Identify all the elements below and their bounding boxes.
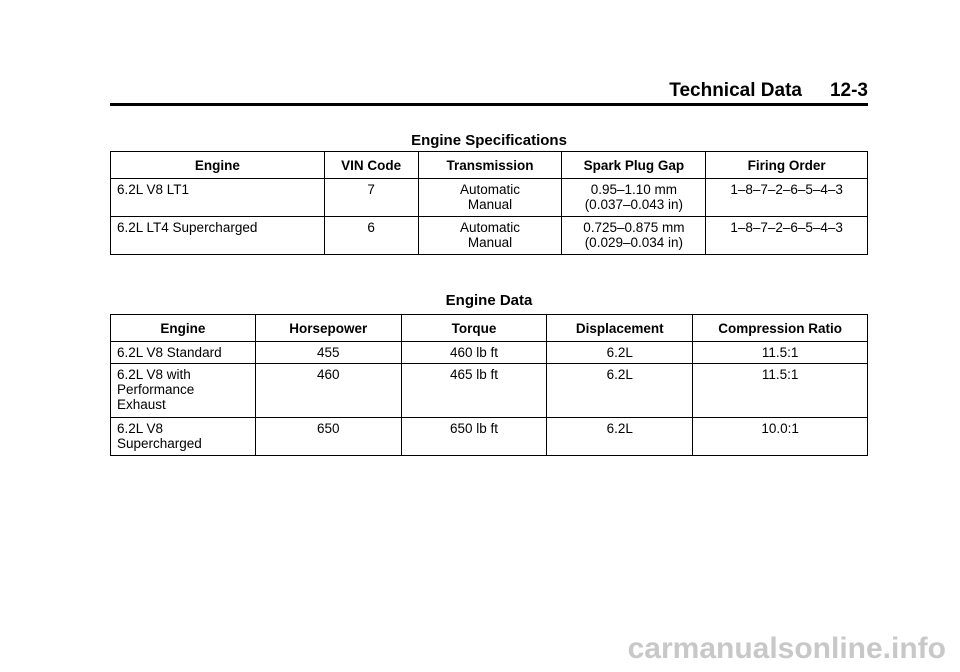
watermark-text[interactable]: carmanualsonline.info — [627, 632, 946, 665]
displacement-cell: 6.2L — [547, 418, 693, 456]
table-row — [111, 418, 868, 456]
transmission-line: Automatic — [460, 220, 521, 235]
header-rule — [110, 103, 868, 106]
engine-cell — [111, 364, 256, 418]
table-header-row — [111, 152, 868, 179]
engine-line: Exhaust — [117, 397, 166, 412]
torque-cell: 650 lb ft — [401, 418, 547, 456]
firing-order-cell: 1–8–7–2–6–5–4–3 — [706, 179, 868, 217]
vin-cell: 6 — [324, 217, 418, 255]
torque-cell: 460 lb ft — [401, 342, 547, 364]
spark-plug-gap-cell — [562, 179, 706, 217]
engine-specifications-table — [110, 151, 868, 255]
compression-ratio-cell: 10.0:1 — [693, 418, 868, 456]
engine-cell — [111, 418, 256, 456]
gap-line: 0.725–0.875 mm — [583, 220, 685, 235]
gap-line: 0.95–1.10 mm — [590, 182, 678, 197]
transmission-line: Manual — [467, 235, 513, 250]
engine-cell: 6.2L V8 LT1 — [111, 179, 325, 217]
page-number: 12-3 — [829, 80, 868, 101]
engine-cell: 6.2L LT4 Supercharged — [111, 217, 325, 255]
horsepower-cell: 650 — [255, 418, 401, 456]
horsepower-cell: 460 — [255, 364, 401, 418]
gap-line: (0.029–0.034 in) — [584, 235, 684, 250]
displacement-cell: 6.2L — [547, 342, 693, 364]
engine-cell — [111, 342, 256, 364]
transmission-cell — [418, 217, 562, 255]
engine-line: 6.2L V8 Standard — [117, 345, 222, 360]
column-header: Engine — [111, 152, 325, 179]
torque-cell: 465 lb ft — [401, 364, 547, 418]
spark-plug-gap-cell — [562, 217, 706, 255]
engine-line: 6.2L V8 — [117, 421, 164, 436]
vin-cell: 7 — [324, 179, 418, 217]
table-row — [111, 364, 868, 418]
data-table-caption: Engine Data — [445, 292, 533, 309]
table-row — [111, 217, 868, 255]
column-header: Transmission — [418, 152, 562, 179]
page-header — [669, 80, 868, 102]
transmission-line: Manual — [467, 197, 513, 212]
transmission-cell — [418, 179, 562, 217]
table-row — [111, 342, 868, 364]
horsepower-cell: 455 — [255, 342, 401, 364]
transmission-line: Automatic — [460, 182, 521, 197]
column-header: Engine — [111, 315, 256, 342]
column-header: Horsepower — [255, 315, 401, 342]
engine-line: Performance — [117, 382, 195, 397]
displacement-cell: 6.2L — [547, 364, 693, 418]
compression-ratio-cell: 11.5:1 — [693, 364, 868, 418]
engine-line: Supercharged — [117, 436, 202, 451]
table-header-row — [111, 315, 868, 342]
column-header: VIN Code — [324, 152, 418, 179]
firing-order-cell: 1–8–7–2–6–5–4–3 — [706, 217, 868, 255]
section-title: Technical Data — [669, 80, 802, 101]
engine-data-table — [110, 314, 868, 456]
column-header: Compression Ratio — [693, 315, 868, 342]
engine-line: 6.2L V8 with — [117, 367, 191, 382]
gap-line: (0.037–0.043 in) — [584, 197, 684, 212]
column-header: Spark Plug Gap — [562, 152, 706, 179]
column-header: Torque — [401, 315, 547, 342]
compression-ratio-cell: 11.5:1 — [693, 342, 868, 364]
table-row — [111, 179, 868, 217]
column-header: Firing Order — [706, 152, 868, 179]
spec-table-caption: Engine Specifications — [411, 132, 567, 149]
column-header: Displacement — [547, 315, 693, 342]
